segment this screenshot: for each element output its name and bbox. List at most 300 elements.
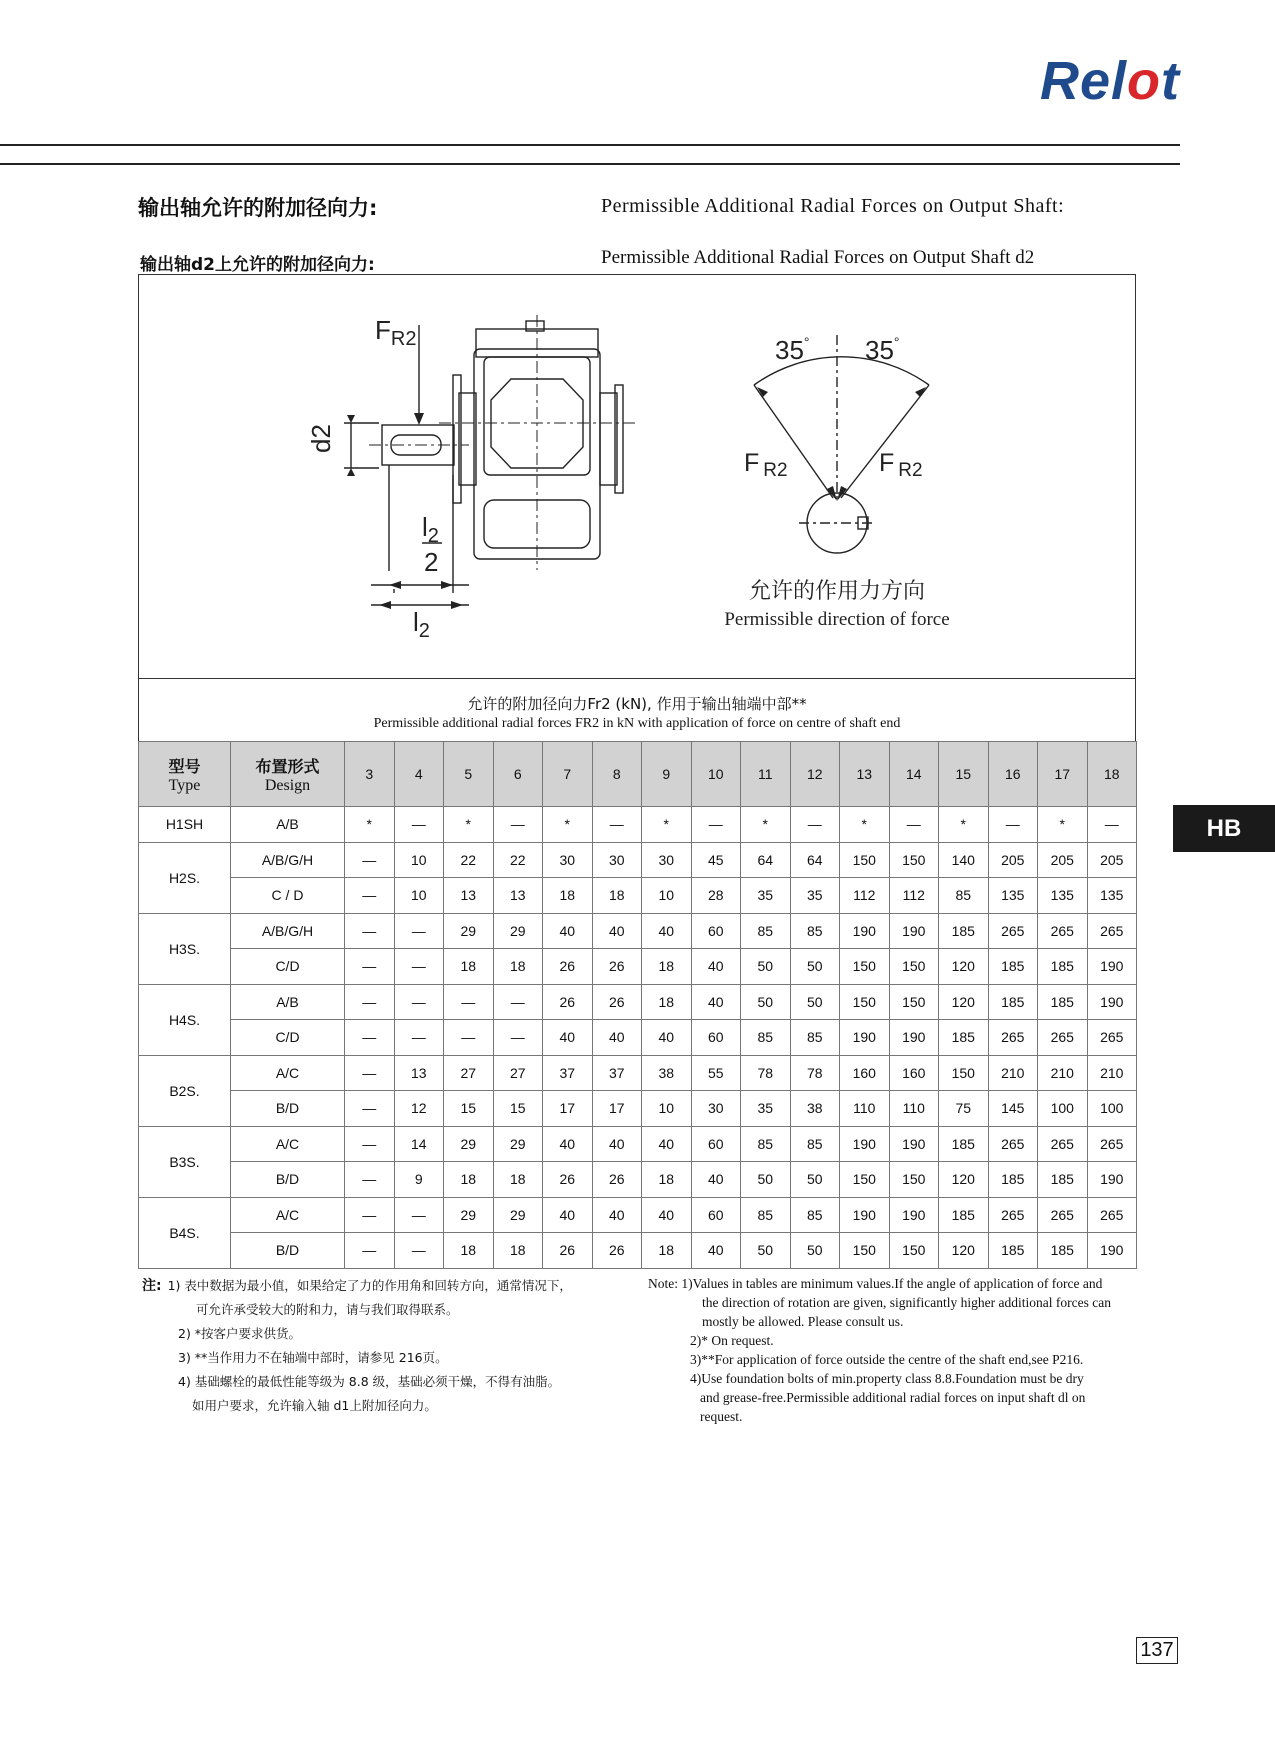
- fr2-label: $F_{R2}$: [375, 315, 417, 350]
- force-direction-figure: [754, 335, 929, 553]
- value-cell: 29: [444, 913, 494, 949]
- value-cell: 40: [592, 1197, 642, 1233]
- radial-force-table: [138, 741, 1137, 1269]
- table-row: [139, 949, 1137, 985]
- value-cell: 112: [889, 878, 939, 914]
- design-cell: B/D: [231, 1091, 345, 1127]
- note-line: 4)Use foundation bolts of min.property class 8.8.Foundation must be dry: [690, 1371, 1084, 1386]
- value-cell: 85: [790, 1197, 840, 1233]
- header-size: 17: [1038, 742, 1088, 807]
- angle-left-label: 35°: [775, 334, 810, 365]
- value-cell: 64: [741, 842, 791, 878]
- value-cell: 160: [840, 1055, 890, 1091]
- value-cell: 190: [889, 1126, 939, 1162]
- value-cell: —: [790, 807, 840, 843]
- value-cell: —: [345, 1162, 395, 1198]
- table-row: [139, 842, 1137, 878]
- value-cell: 265: [1087, 1126, 1137, 1162]
- value-cell: 265: [1038, 1126, 1088, 1162]
- value-cell: 210: [1087, 1055, 1137, 1091]
- value-cell: —: [394, 913, 444, 949]
- value-cell: 265: [1087, 1197, 1137, 1233]
- value-cell: —: [345, 913, 395, 949]
- table-row: [139, 1055, 1137, 1091]
- force-direction-title-cn: 允许的作用力方向: [748, 579, 926, 604]
- value-cell: 190: [889, 1197, 939, 1233]
- value-cell: —: [493, 984, 543, 1020]
- value-cell: —: [493, 807, 543, 843]
- value-cell: 50: [790, 949, 840, 985]
- value-cell: 265: [1038, 1020, 1088, 1056]
- value-cell: 205: [1038, 842, 1088, 878]
- value-cell: 27: [493, 1055, 543, 1091]
- fr2-right-label: F $_{R2}$: [879, 449, 923, 481]
- value-cell: —: [394, 807, 444, 843]
- value-cell: 85: [741, 1020, 791, 1056]
- value-cell: 18: [543, 878, 593, 914]
- value-cell: 150: [889, 984, 939, 1020]
- page-title-cn: 输出轴允许的附加径向力:: [138, 196, 378, 220]
- note-line: 如用户要求，允许输入轴 d1上附加径向力。: [192, 1398, 437, 1413]
- value-cell: 190: [1087, 984, 1137, 1020]
- value-cell: —: [1087, 807, 1137, 843]
- value-cell: 26: [543, 984, 593, 1020]
- table-row: [139, 878, 1137, 914]
- value-cell: —: [345, 1020, 395, 1056]
- fr2-left-label: F $_{R2}$: [744, 449, 788, 481]
- value-cell: 85: [741, 1197, 791, 1233]
- value-cell: 13: [394, 1055, 444, 1091]
- value-cell: 265: [1038, 1197, 1088, 1233]
- value-cell: 40: [691, 1162, 741, 1198]
- value-cell: —: [592, 807, 642, 843]
- value-cell: 60: [691, 1126, 741, 1162]
- table-caption-cn: 允许的附加径向力Fr2 (kN), 作用于输出轴端中部**: [467, 695, 807, 713]
- section-tab-hb: HB: [1173, 805, 1275, 852]
- design-cell: A/B/G/H: [231, 913, 345, 949]
- value-cell: 30: [642, 842, 692, 878]
- header-size: 10: [691, 742, 741, 807]
- value-cell: 22: [493, 842, 543, 878]
- value-cell: 150: [889, 1162, 939, 1198]
- value-cell: 40: [543, 1197, 593, 1233]
- value-cell: 265: [988, 913, 1038, 949]
- notes-en-label: Note:: [648, 1276, 678, 1291]
- value-cell: *: [444, 807, 494, 843]
- value-cell: 110: [889, 1091, 939, 1127]
- value-cell: 15: [444, 1091, 494, 1127]
- value-cell: 265: [988, 1020, 1038, 1056]
- value-cell: 29: [493, 1197, 543, 1233]
- value-cell: 30: [691, 1091, 741, 1127]
- value-cell: 150: [939, 1055, 989, 1091]
- value-cell: 60: [691, 1020, 741, 1056]
- value-cell: 60: [691, 1197, 741, 1233]
- value-cell: 120: [939, 949, 989, 985]
- value-cell: —: [889, 807, 939, 843]
- l2-label: $l_2$: [413, 607, 430, 642]
- value-cell: 60: [691, 913, 741, 949]
- value-cell: 265: [1087, 1020, 1137, 1056]
- note-line: 2)* On request.: [690, 1333, 774, 1348]
- value-cell: 26: [592, 949, 642, 985]
- value-cell: 190: [840, 1020, 890, 1056]
- value-cell: 18: [444, 949, 494, 985]
- value-cell: 265: [988, 1197, 1038, 1233]
- value-cell: —: [988, 807, 1038, 843]
- value-cell: —: [394, 949, 444, 985]
- value-cell: 50: [790, 1233, 840, 1269]
- table-row: [139, 1126, 1137, 1162]
- angle-right-label: 35°: [865, 334, 900, 365]
- diagram-frame: [138, 274, 1136, 679]
- l2-half-label: $l_2$: [422, 512, 439, 547]
- value-cell: 18: [642, 984, 692, 1020]
- note-line: and grease-free.Permissible additional radial forces on input shaft dl on: [700, 1390, 1086, 1405]
- value-cell: *: [1038, 807, 1088, 843]
- force-direction-title-en: Permissible direction of force: [724, 609, 950, 630]
- header-size: 15: [939, 742, 989, 807]
- value-cell: 185: [988, 949, 1038, 985]
- table-row: [139, 1233, 1137, 1269]
- d2-label: d2: [306, 424, 336, 453]
- value-cell: —: [345, 1091, 395, 1127]
- note-line: the direction of rotation are given, significantly higher additional forces can: [702, 1295, 1111, 1310]
- value-cell: 85: [939, 878, 989, 914]
- value-cell: 100: [1038, 1091, 1088, 1127]
- value-cell: —: [691, 807, 741, 843]
- force-left-line: [754, 385, 833, 498]
- table-row: [139, 1091, 1137, 1127]
- value-cell: 110: [840, 1091, 890, 1127]
- value-cell: 37: [592, 1055, 642, 1091]
- value-cell: 26: [592, 1162, 642, 1198]
- type-cell: B3S.: [139, 1126, 231, 1197]
- value-cell: 50: [790, 984, 840, 1020]
- value-cell: 22: [444, 842, 494, 878]
- value-cell: 35: [741, 1091, 791, 1127]
- value-cell: 135: [1038, 878, 1088, 914]
- header-type: 型号 Type: [139, 742, 231, 807]
- value-cell: 185: [939, 1020, 989, 1056]
- design-cell: B/D: [231, 1162, 345, 1198]
- value-cell: 150: [840, 1162, 890, 1198]
- value-cell: 185: [939, 913, 989, 949]
- value-cell: 38: [642, 1055, 692, 1091]
- header-size: 18: [1087, 742, 1137, 807]
- value-cell: 26: [592, 1233, 642, 1269]
- value-cell: 28: [691, 878, 741, 914]
- header-size: 3: [345, 742, 395, 807]
- value-cell: 112: [840, 878, 890, 914]
- design-cell: C/D: [231, 1020, 345, 1056]
- value-cell: 135: [1087, 878, 1137, 914]
- value-cell: 185: [988, 1162, 1038, 1198]
- value-cell: 190: [1087, 1162, 1137, 1198]
- design-cell: A/C: [231, 1126, 345, 1162]
- value-cell: —: [345, 1197, 395, 1233]
- design-cell: B/D: [231, 1233, 345, 1269]
- value-cell: 26: [592, 984, 642, 1020]
- header-size: 5: [444, 742, 494, 807]
- value-cell: —: [345, 984, 395, 1020]
- design-cell: A/B: [231, 984, 345, 1020]
- brand-logo: Relot: [1040, 51, 1181, 111]
- value-cell: 190: [889, 913, 939, 949]
- value-cell: 78: [790, 1055, 840, 1091]
- value-cell: 150: [889, 1233, 939, 1269]
- header-size: 7: [543, 742, 593, 807]
- value-cell: 18: [592, 878, 642, 914]
- type-cell: H3S.: [139, 913, 231, 984]
- header-size: 11: [741, 742, 791, 807]
- value-cell: 185: [988, 984, 1038, 1020]
- value-cell: —: [444, 984, 494, 1020]
- value-cell: —: [345, 949, 395, 985]
- value-cell: 85: [741, 1126, 791, 1162]
- value-cell: 40: [642, 1126, 692, 1162]
- value-cell: 100: [1087, 1091, 1137, 1127]
- section-title-en: Permissible Additional Radial Forces on Output Shaft d2: [601, 247, 1035, 268]
- table-row: [139, 1020, 1137, 1056]
- value-cell: 15: [493, 1091, 543, 1127]
- notes-cn: [142, 1274, 572, 1418]
- value-cell: —: [345, 842, 395, 878]
- value-cell: 190: [840, 913, 890, 949]
- design-cell: C / D: [231, 878, 345, 914]
- value-cell: 190: [1087, 1233, 1137, 1269]
- value-cell: 85: [790, 913, 840, 949]
- value-cell: 13: [493, 878, 543, 914]
- value-cell: 210: [1038, 1055, 1088, 1091]
- value-cell: 160: [889, 1055, 939, 1091]
- notes-en: [648, 1274, 1138, 1426]
- value-cell: 185: [1038, 949, 1088, 985]
- value-cell: 29: [493, 913, 543, 949]
- value-cell: 140: [939, 842, 989, 878]
- header-size: 4: [394, 742, 444, 807]
- value-cell: 205: [1087, 842, 1137, 878]
- value-cell: *: [642, 807, 692, 843]
- value-cell: —: [394, 1020, 444, 1056]
- value-cell: 135: [988, 878, 1038, 914]
- value-cell: 150: [889, 949, 939, 985]
- value-cell: 85: [790, 1126, 840, 1162]
- value-cell: 150: [840, 984, 890, 1020]
- gearbox-diagram: [139, 275, 1135, 678]
- l2-half-divisor: 2: [424, 547, 439, 577]
- note-line: 1)Values in tables are minimum values.If the angle of application of force and: [681, 1276, 1103, 1291]
- value-cell: 145: [988, 1091, 1038, 1127]
- value-cell: 10: [394, 842, 444, 878]
- type-cell: H2S.: [139, 842, 231, 913]
- value-cell: 18: [493, 1162, 543, 1198]
- value-cell: 185: [1038, 1233, 1088, 1269]
- notes-cn-label: 注:: [142, 1278, 162, 1294]
- value-cell: 18: [642, 1162, 692, 1198]
- header-design: 布置形式 Design: [231, 742, 345, 807]
- design-cell: A/C: [231, 1197, 345, 1233]
- value-cell: 150: [889, 842, 939, 878]
- note-line: 3)**For application of force outside the centre of the shaft end,see P216.: [690, 1352, 1084, 1367]
- value-cell: 37: [543, 1055, 593, 1091]
- value-cell: 10: [642, 1091, 692, 1127]
- value-cell: 18: [642, 1233, 692, 1269]
- value-cell: 210: [988, 1055, 1038, 1091]
- value-cell: 150: [840, 842, 890, 878]
- value-cell: 50: [790, 1162, 840, 1198]
- table-row: [139, 913, 1137, 949]
- value-cell: 40: [592, 1126, 642, 1162]
- type-cell: B2S.: [139, 1055, 231, 1126]
- design-cell: A/B: [231, 807, 345, 843]
- header-size: 8: [592, 742, 642, 807]
- value-cell: 26: [543, 949, 593, 985]
- value-cell: 12: [394, 1091, 444, 1127]
- table-header-row: [139, 742, 1137, 807]
- note-line: mostly be allowed. Please consult us.: [702, 1314, 904, 1329]
- table-row: [139, 1197, 1137, 1233]
- table-row: [139, 1162, 1137, 1198]
- value-cell: 50: [741, 1162, 791, 1198]
- force-right-line: [841, 385, 929, 498]
- value-cell: —: [345, 1233, 395, 1269]
- note-line: request.: [700, 1409, 743, 1424]
- value-cell: 265: [1087, 913, 1137, 949]
- value-cell: 85: [790, 1020, 840, 1056]
- value-cell: 18: [444, 1233, 494, 1269]
- header-size: 9: [642, 742, 692, 807]
- value-cell: 50: [741, 1233, 791, 1269]
- value-cell: 40: [642, 913, 692, 949]
- header-size: 13: [840, 742, 890, 807]
- table-caption: [138, 679, 1136, 741]
- table-row: [139, 984, 1137, 1020]
- value-cell: 185: [1038, 1162, 1088, 1198]
- value-cell: 18: [493, 1233, 543, 1269]
- value-cell: 10: [642, 878, 692, 914]
- value-cell: 18: [493, 949, 543, 985]
- value-cell: 40: [642, 1197, 692, 1233]
- table-body: [139, 807, 1137, 1269]
- value-cell: 265: [1038, 913, 1088, 949]
- value-cell: 26: [543, 1162, 593, 1198]
- value-cell: 40: [543, 913, 593, 949]
- value-cell: 50: [741, 949, 791, 985]
- header-rule-bottom: [0, 163, 1180, 165]
- header-size: 16: [988, 742, 1038, 807]
- design-cell: C/D: [231, 949, 345, 985]
- value-cell: 40: [592, 1020, 642, 1056]
- note-line: 1) 表中数据为最小值，如果给定了力的作用角和回转方向，通常情况下，: [167, 1278, 572, 1293]
- value-cell: 40: [592, 913, 642, 949]
- section-title-cn: 输出轴d2上允许的附加径向力:: [140, 255, 375, 275]
- page-title-en: Permissible Additional Radial Forces on Output Shaft:: [601, 195, 1065, 217]
- value-cell: *: [345, 807, 395, 843]
- value-cell: 150: [840, 1233, 890, 1269]
- value-cell: 40: [691, 949, 741, 985]
- design-cell: A/B/G/H: [231, 842, 345, 878]
- value-cell: 38: [790, 1091, 840, 1127]
- value-cell: 40: [543, 1126, 593, 1162]
- value-cell: 17: [543, 1091, 593, 1127]
- value-cell: 10: [394, 878, 444, 914]
- type-cell: H1SH: [139, 807, 231, 843]
- value-cell: 18: [642, 949, 692, 985]
- value-cell: —: [345, 1126, 395, 1162]
- value-cell: 40: [642, 1020, 692, 1056]
- value-cell: 30: [543, 842, 593, 878]
- value-cell: *: [939, 807, 989, 843]
- value-cell: *: [840, 807, 890, 843]
- value-cell: 190: [1087, 949, 1137, 985]
- value-cell: —: [444, 1020, 494, 1056]
- page-number: 137: [1136, 1637, 1178, 1664]
- value-cell: 29: [444, 1197, 494, 1233]
- header-size: 14: [889, 742, 939, 807]
- value-cell: 120: [939, 1162, 989, 1198]
- value-cell: 185: [1038, 984, 1088, 1020]
- value-cell: *: [741, 807, 791, 843]
- value-cell: 75: [939, 1091, 989, 1127]
- table-caption-en: Permissible additional radial forces FR2 in kN with application of force on centre of shaft end: [373, 716, 901, 731]
- header-size: 6: [493, 742, 543, 807]
- value-cell: 9: [394, 1162, 444, 1198]
- value-cell: —: [493, 1020, 543, 1056]
- design-cell: A/C: [231, 1055, 345, 1091]
- value-cell: 29: [444, 1126, 494, 1162]
- value-cell: 27: [444, 1055, 494, 1091]
- value-cell: 40: [691, 984, 741, 1020]
- value-cell: 150: [840, 949, 890, 985]
- value-cell: 18: [444, 1162, 494, 1198]
- note-line: 4) 基础螺栓的最低性能等级为 8.8 级，基础必须干燥，不得有油脂。: [178, 1374, 561, 1389]
- value-cell: 40: [691, 1233, 741, 1269]
- value-cell: 205: [988, 842, 1038, 878]
- value-cell: 17: [592, 1091, 642, 1127]
- value-cell: 35: [741, 878, 791, 914]
- value-cell: 35: [790, 878, 840, 914]
- value-cell: —: [345, 1055, 395, 1091]
- value-cell: 190: [889, 1020, 939, 1056]
- value-cell: 30: [592, 842, 642, 878]
- value-cell: *: [543, 807, 593, 843]
- type-cell: B4S.: [139, 1197, 231, 1268]
- note-line: 可允许承受较大的附和力，请与我们取得联系。: [196, 1302, 459, 1317]
- value-cell: 13: [444, 878, 494, 914]
- note-line: 2) *按客户要求供货。: [178, 1326, 302, 1341]
- value-cell: 190: [840, 1197, 890, 1233]
- value-cell: 78: [741, 1055, 791, 1091]
- value-cell: 29: [493, 1126, 543, 1162]
- value-cell: 85: [741, 913, 791, 949]
- header-rule-top: [0, 144, 1180, 146]
- value-cell: 50: [741, 984, 791, 1020]
- value-cell: 55: [691, 1055, 741, 1091]
- value-cell: 40: [543, 1020, 593, 1056]
- value-cell: 26: [543, 1233, 593, 1269]
- value-cell: 120: [939, 1233, 989, 1269]
- value-cell: —: [345, 878, 395, 914]
- value-cell: —: [394, 984, 444, 1020]
- value-cell: 14: [394, 1126, 444, 1162]
- value-cell: 190: [840, 1126, 890, 1162]
- value-cell: 185: [939, 1126, 989, 1162]
- table-row: [139, 807, 1137, 843]
- type-cell: H4S.: [139, 984, 231, 1055]
- header-size: 12: [790, 742, 840, 807]
- value-cell: 185: [939, 1197, 989, 1233]
